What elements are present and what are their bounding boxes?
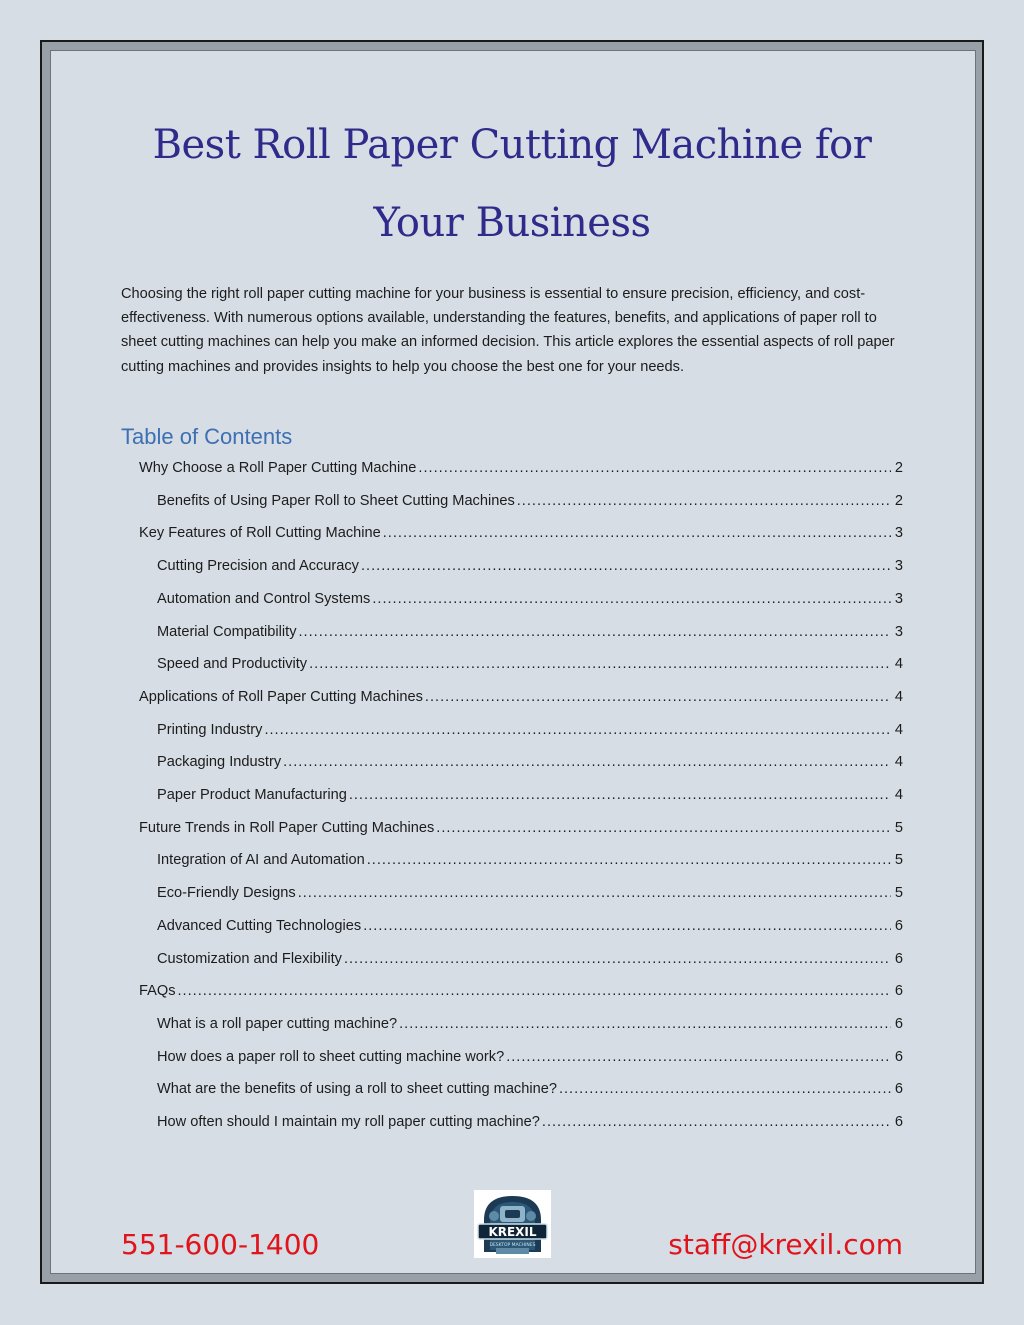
toc-entry[interactable] bbox=[157, 852, 903, 872]
toc-entry-label: Packaging Industry bbox=[157, 754, 282, 771]
toc-entry-page-number: 5 bbox=[894, 885, 903, 902]
toc-entry-page-number: 3 bbox=[894, 590, 903, 607]
toc-entry[interactable] bbox=[139, 983, 903, 1003]
toc-entry-page-number: 6 bbox=[894, 1015, 903, 1032]
intro-paragraph: Choosing the right roll paper cutting machine for your business is essential to ensure precision, efficiency, and cost-effectiveness. With numerous options available, understanding the features, benefits, and applications of paper roll to sheet cutting machines can help you make an informed decision. This article explores the essential aspects of roll paper cutting machines and provides insights to help you choose the best one for your needs. bbox=[121, 286, 895, 375]
toc-dot-leader bbox=[383, 525, 891, 541]
toc-dot-leader bbox=[372, 591, 891, 607]
toc-entry[interactable] bbox=[157, 1114, 903, 1134]
toc-dot-leader bbox=[309, 656, 891, 672]
toc-entry-page-number: 6 bbox=[894, 983, 903, 1000]
toc-dot-leader bbox=[517, 493, 891, 509]
toc-entry-page-number: 4 bbox=[894, 656, 903, 673]
toc-entry-page-number: 3 bbox=[894, 558, 903, 575]
toc-entry[interactable] bbox=[157, 1081, 903, 1101]
toc-entry-label: Automation and Control Systems bbox=[157, 590, 371, 607]
toc-entry[interactable] bbox=[157, 885, 903, 905]
toc-entry[interactable] bbox=[139, 460, 903, 480]
toc-entry[interactable] bbox=[157, 1049, 903, 1069]
toc-entry-page-number: 4 bbox=[894, 754, 903, 771]
toc-entry-page-number: 5 bbox=[894, 819, 903, 836]
toc-entry-label: Advanced Cutting Technologies bbox=[157, 917, 362, 934]
toc-entry-label: What are the benefits of using a roll to sheet cutting machine? bbox=[157, 1081, 557, 1098]
toc-entry-label: Customization and Flexibility bbox=[157, 950, 342, 967]
contact-email[interactable]: staff@krexil.com bbox=[668, 1228, 903, 1261]
toc-entry-page-number: 6 bbox=[894, 1114, 903, 1130]
toc-entry-label: Integration of AI and Automation bbox=[157, 852, 365, 869]
toc-entry[interactable] bbox=[157, 493, 903, 513]
toc-entry-page-number: 2 bbox=[894, 460, 903, 476]
toc-entry[interactable] bbox=[157, 918, 903, 938]
toc-entry-label: How often should I maintain my roll paper cutting machine? bbox=[157, 1114, 540, 1130]
toc-entry-label: FAQs bbox=[139, 983, 176, 1000]
toc-entry-label: Eco-Friendly Designs bbox=[157, 885, 296, 902]
toc-entry-label: Future Trends in Roll Paper Cutting Machines bbox=[139, 819, 435, 836]
toc-dot-leader bbox=[344, 951, 891, 967]
toc-entry-label: Cutting Precision and Accuracy bbox=[157, 558, 359, 575]
toc-dot-leader bbox=[363, 918, 891, 934]
toc-entry-page-number: 6 bbox=[894, 1048, 903, 1065]
toc-dot-leader bbox=[418, 460, 891, 476]
toc-entry-page-number: 6 bbox=[894, 1081, 903, 1098]
toc-dot-leader bbox=[436, 820, 891, 836]
toc-entry[interactable] bbox=[157, 754, 903, 774]
toc-entry-label: Benefits of Using Paper Roll to Sheet Cutting Machines bbox=[157, 492, 515, 509]
toc-entry-page-number: 4 bbox=[894, 787, 903, 803]
toc-dot-leader bbox=[367, 852, 891, 868]
document-title-line-2: Your Business bbox=[373, 200, 651, 246]
krexil-logo bbox=[474, 1190, 551, 1258]
toc-entry-label: Speed and Productivity bbox=[157, 656, 308, 673]
toc-entry-page-number: 5 bbox=[894, 852, 903, 869]
toc-entry[interactable] bbox=[157, 656, 903, 676]
svg-text:DESKTOP MACHINES: DESKTOP MACHINES bbox=[489, 1243, 536, 1248]
toc-entry-label: How does a paper roll to sheet cutting machine work? bbox=[157, 1048, 505, 1065]
toc-dot-leader bbox=[299, 624, 892, 640]
toc-entry[interactable] bbox=[157, 1016, 903, 1036]
toc-heading: Table of Contents bbox=[121, 424, 293, 449]
svg-text:KREXIL: KREXIL bbox=[488, 1225, 537, 1239]
toc-entry-label: Printing Industry bbox=[157, 721, 263, 738]
toc-entry-page-number: 3 bbox=[894, 525, 903, 542]
toc-dot-leader bbox=[559, 1081, 891, 1097]
toc-entry-label: What is a roll paper cutting machine? bbox=[157, 1015, 398, 1032]
toc-entry[interactable] bbox=[157, 951, 903, 971]
toc-entry-label: Key Features of Roll Cutting Machine bbox=[139, 525, 381, 542]
toc-entry-label: Paper Product Manufacturing bbox=[157, 787, 347, 803]
contact-phone[interactable]: 551-600-1400 bbox=[121, 1228, 320, 1261]
toc-entry[interactable] bbox=[157, 558, 903, 578]
toc-entry[interactable] bbox=[139, 689, 903, 709]
toc-entry-page-number: 4 bbox=[894, 721, 903, 738]
toc-dot-leader bbox=[542, 1114, 891, 1130]
toc-entry[interactable] bbox=[139, 525, 903, 545]
toc-dot-leader bbox=[399, 1016, 891, 1032]
toc-entry[interactable] bbox=[157, 722, 903, 742]
toc-entry[interactable] bbox=[139, 820, 903, 840]
toc-entry[interactable] bbox=[157, 787, 903, 807]
toc-entry-label: Material Compatibility bbox=[157, 623, 297, 640]
toc-entry[interactable] bbox=[157, 591, 903, 611]
toc-dot-leader bbox=[425, 689, 891, 705]
toc-entry-label: Applications of Roll Paper Cutting Machines bbox=[139, 688, 423, 705]
toc-dot-leader bbox=[264, 722, 891, 738]
toc-dot-leader bbox=[298, 885, 891, 901]
toc-entry-page-number: 4 bbox=[894, 688, 903, 705]
toc-dot-leader bbox=[349, 787, 891, 803]
toc-entry-page-number: 3 bbox=[894, 623, 903, 640]
toc-dot-leader bbox=[506, 1049, 891, 1065]
toc-entry-page-number: 6 bbox=[894, 950, 903, 967]
toc-dot-leader bbox=[178, 983, 892, 999]
toc-dot-leader bbox=[361, 558, 891, 574]
document-title-line-1: Best Roll Paper Cutting Machine for bbox=[152, 122, 872, 168]
toc-entry-page-number: 2 bbox=[894, 492, 903, 509]
toc-entry-page-number: 6 bbox=[894, 917, 903, 934]
toc-entry-label: Why Choose a Roll Paper Cutting Machine bbox=[139, 460, 417, 476]
toc-entry[interactable] bbox=[157, 624, 903, 644]
toc-dot-leader bbox=[283, 754, 891, 770]
